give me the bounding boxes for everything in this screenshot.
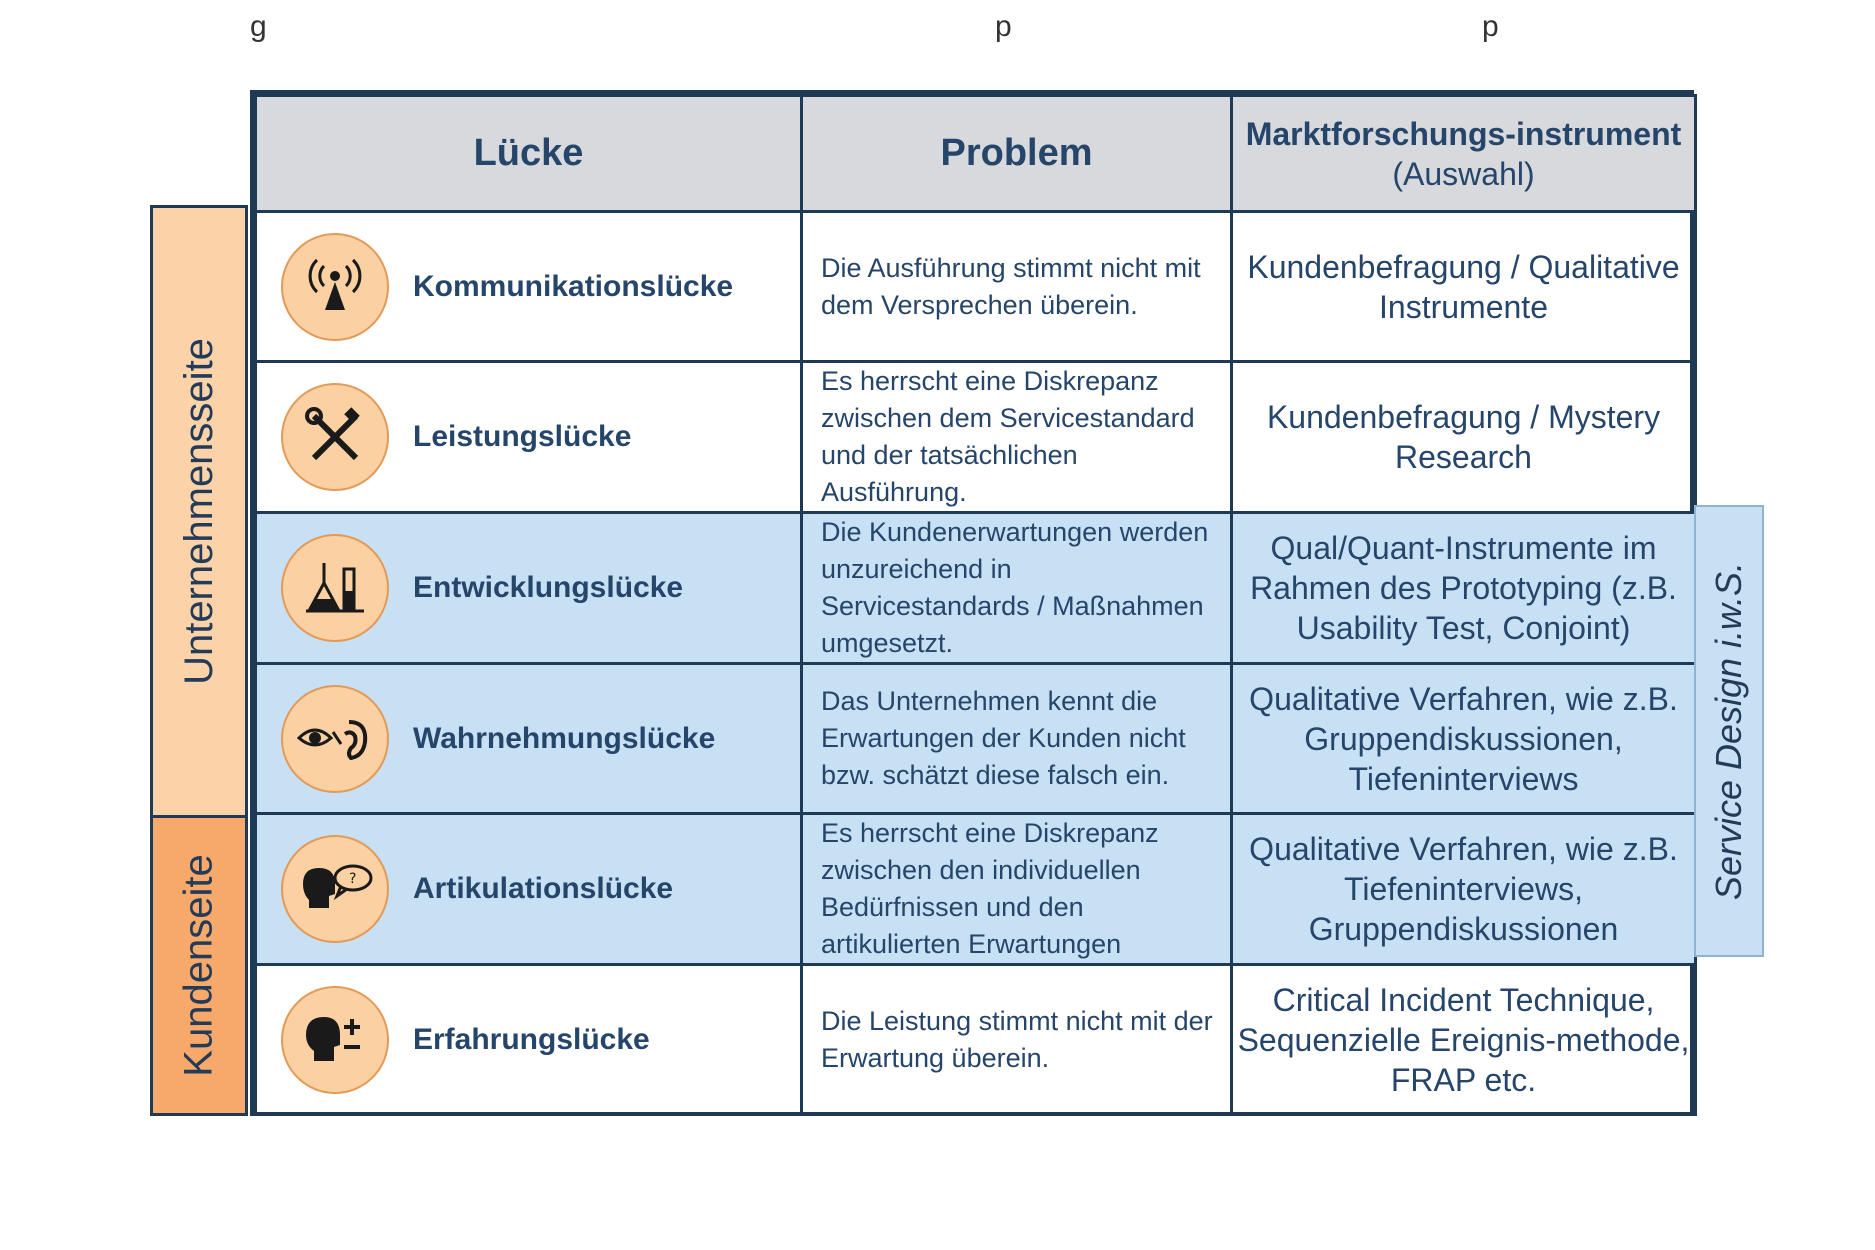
customer-side-label	[150, 815, 248, 1116]
service-design-label: Service Design i.w.S.	[1708, 561, 1750, 901]
table-row	[256, 814, 1696, 965]
header-instrument	[1232, 96, 1696, 212]
table-row	[256, 513, 1696, 664]
table-row	[256, 362, 1696, 513]
eye-ear-icon	[281, 685, 389, 793]
cropped-text-fragment: g	[250, 10, 267, 43]
header-problem: Problem	[802, 96, 1232, 212]
lab-flask-icon	[281, 534, 389, 642]
cropped-text-fragment: p	[1482, 10, 1499, 43]
instrument-cell: Qualitative Verfahren, wie z.B. Gruppendiskussionen, Tiefeninterviews	[1232, 664, 1696, 814]
problem-cell: Die Leistung stimmt nicht mit der Erwartung überein.	[802, 965, 1232, 1115]
customer-side-text: Kundenseite	[176, 854, 221, 1077]
instrument-cell: Critical Incident Technique, Sequenzielle Ereignis-methode, FRAP etc.	[1232, 965, 1696, 1115]
gap-name: Entwicklungslücke	[413, 571, 684, 604]
problem-cell: Es herrscht eine Diskrepanz zwischen dem Servicestandard und der tatsächlichen Ausführung.	[802, 362, 1232, 513]
header-instrument-note: (Auswahl)	[1392, 155, 1535, 192]
gap-table	[250, 90, 1694, 1116]
head-plus-minus-icon	[281, 986, 389, 1094]
head-speech-bubble-icon	[281, 835, 389, 943]
service-design-tab	[1694, 505, 1764, 957]
instrument-cell: Qualitative Verfahren, wie z.B. Tiefeninterviews, Gruppendiskussionen	[1232, 814, 1696, 965]
table-row	[256, 212, 1696, 362]
instrument-cell: Qual/Quant-Instrumente im Rahmen des Prototyping (z.B. Usability Test, Conjoint)	[1232, 513, 1696, 664]
svg-text:?: ?	[349, 871, 357, 887]
gap-name: Kommunikationslücke	[413, 269, 734, 303]
header-gap: Lücke	[256, 96, 802, 212]
broadcast-person-icon	[281, 233, 389, 341]
table-header	[256, 96, 1696, 212]
gap-name: Wahrnehmungslücke	[413, 721, 716, 755]
instrument-cell: Kundenbefragung / Qualitative Instrumente	[1232, 212, 1696, 362]
table-row	[256, 965, 1696, 1115]
problem-cell: Die Kundenerwartungen werden unzureichend in Servicestandards / Maßnahmen umgesetzt.	[802, 513, 1232, 664]
table-row	[256, 664, 1696, 814]
company-side-text: Unternehmensseite	[176, 338, 221, 685]
problem-cell: Die Ausführung stimmt nicht mit dem Versprechen überein.	[802, 212, 1232, 362]
gap-name: Leistungslücke	[413, 420, 632, 453]
company-side-label	[150, 205, 248, 818]
cropped-text-fragment: p	[995, 10, 1012, 43]
header-instrument-title: Marktforschungs-instrument	[1245, 115, 1682, 152]
instrument-cell: Kundenbefragung / Mystery Research	[1232, 362, 1696, 513]
problem-cell: Das Unternehmen kennt die Erwartungen der Kunden nicht bzw. schätzt diese falsch ein.	[802, 664, 1232, 814]
problem-cell: Es herrscht eine Diskrepanz zwischen den individuellen Bedürfnissen und den artikulierten Erwartungen	[802, 814, 1232, 965]
gap-name: Erfahrungslücke	[413, 1022, 650, 1056]
tools-icon	[281, 383, 389, 491]
gap-name: Artikulationslücke	[413, 872, 674, 905]
